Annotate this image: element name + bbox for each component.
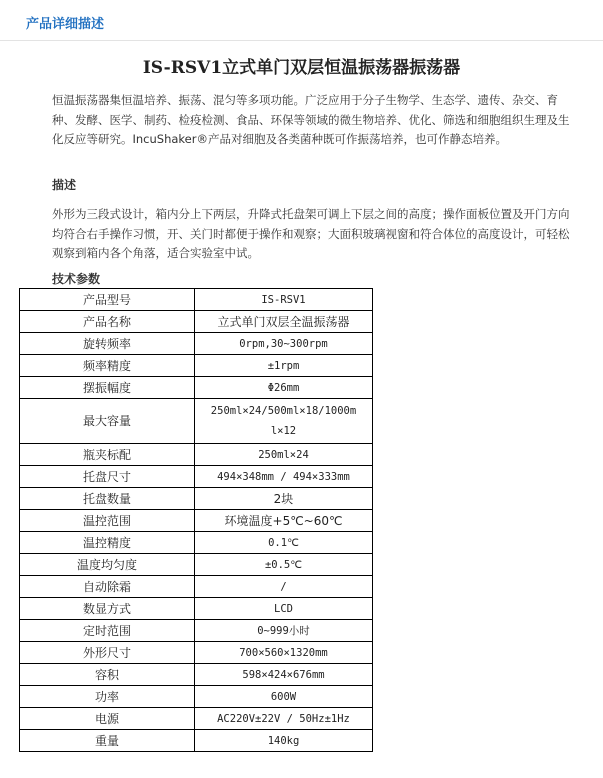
spec-key: 托盘尺寸 bbox=[20, 466, 195, 488]
spec-key: 温控精度 bbox=[20, 532, 195, 554]
spec-row bbox=[20, 642, 373, 664]
specs-heading: 技术参数 bbox=[52, 272, 101, 286]
spec-value: Φ26mm bbox=[195, 377, 373, 399]
page-title: IS-RSV1立式单门双层恒温振荡器振荡器 bbox=[142, 58, 461, 78]
spec-value: 0rpm,30~300rpm bbox=[195, 333, 373, 355]
section-header: 产品详细描述 bbox=[26, 17, 105, 32]
spec-key: 频率精度 bbox=[20, 355, 195, 377]
spec-row bbox=[20, 708, 373, 730]
spec-value-line-2: l×12 bbox=[270, 425, 297, 437]
spec-key: 电源 bbox=[20, 708, 195, 730]
spec-key: 温度均匀度 bbox=[20, 554, 195, 576]
spec-row bbox=[20, 333, 373, 355]
spec-row bbox=[20, 686, 373, 708]
spec-row bbox=[20, 598, 373, 620]
spec-value: IS-RSV1 bbox=[195, 289, 373, 311]
spec-value: 494×348mm / 494×333mm bbox=[195, 466, 373, 488]
spec-row bbox=[20, 730, 373, 752]
spec-value: / bbox=[195, 576, 373, 598]
spec-key: 产品型号 bbox=[20, 289, 195, 311]
spec-row bbox=[20, 532, 373, 554]
spec-key: 摆振幅度 bbox=[20, 377, 195, 399]
spec-value: LCD bbox=[195, 598, 373, 620]
spec-key: 容积 bbox=[20, 664, 195, 686]
spec-row bbox=[20, 576, 373, 598]
spec-row bbox=[20, 444, 373, 466]
spec-value: ±0.5℃ bbox=[195, 554, 373, 576]
spec-row bbox=[20, 289, 373, 311]
spec-value: 140kg bbox=[195, 730, 373, 752]
spec-value: AC220V±22V / 50Hz±1Hz bbox=[195, 708, 373, 730]
section-divider bbox=[0, 40, 603, 41]
spec-value bbox=[195, 399, 373, 444]
spec-key: 最大容量 bbox=[20, 399, 195, 444]
intro-paragraph: 恒温振荡器集恒温培养、振荡、混匀等多项功能。广泛应用于分子生物学、生态学、遗传、杂交、育种、发酵、医学、制药、检疫检测、食品、环保等领域的微生物培养、优化、筛选和细胞组织生理及生化反应等研究。IncuShaker®产品对细胞及各类菌种既可作振荡培养，也可作静态培养。 bbox=[52, 93, 570, 146]
spec-row bbox=[20, 466, 373, 488]
spec-value: ±1rpm bbox=[195, 355, 373, 377]
spec-value: 0.1℃ bbox=[195, 532, 373, 554]
spec-key: 托盘数量 bbox=[20, 488, 195, 510]
spec-key: 温控范围 bbox=[20, 510, 195, 532]
description-paragraph: 外形为三段式设计，箱内分上下两层，升降式托盘架可调上下层之间的高度；操作面板位置及开门方向均符合右手操作习惯，开、关门时都便于操作和观察；大面积玻璃视窗和符合体位的高度设计，可轻松观察到箱内各个角落，适合实验室中试。 bbox=[52, 207, 570, 260]
spec-value: 700×560×1320mm bbox=[195, 642, 373, 664]
spec-key: 自动除霜 bbox=[20, 576, 195, 598]
spec-row bbox=[20, 399, 373, 444]
specs-table bbox=[19, 288, 373, 752]
spec-key: 产品名称 bbox=[20, 311, 195, 333]
spec-value: 0~999小时 bbox=[195, 620, 373, 642]
spec-key: 数显方式 bbox=[20, 598, 195, 620]
spec-row bbox=[20, 510, 373, 532]
spec-key: 重量 bbox=[20, 730, 195, 752]
spec-row bbox=[20, 664, 373, 686]
spec-value: 600W bbox=[195, 686, 373, 708]
spec-key: 外形尺寸 bbox=[20, 642, 195, 664]
spec-row bbox=[20, 488, 373, 510]
spec-key: 功率 bbox=[20, 686, 195, 708]
spec-row bbox=[20, 620, 373, 642]
spec-value: 598×424×676mm bbox=[195, 664, 373, 686]
spec-value: 立式单门双层全温振荡器 bbox=[195, 311, 373, 333]
spec-key: 旋转频率 bbox=[20, 333, 195, 355]
spec-value: 2块 bbox=[195, 488, 373, 510]
spec-value-line-1: 250ml×24/500ml×18/1000m bbox=[210, 405, 357, 417]
spec-row bbox=[20, 355, 373, 377]
spec-row bbox=[20, 311, 373, 333]
spec-value: 环境温度+5℃~60℃ bbox=[195, 510, 373, 532]
spec-row bbox=[20, 377, 373, 399]
description-heading: 描述 bbox=[52, 178, 77, 192]
spec-key: 定时范围 bbox=[20, 620, 195, 642]
spec-row bbox=[20, 554, 373, 576]
spec-value: 250ml×24 bbox=[195, 444, 373, 466]
spec-key: 瓶夹标配 bbox=[20, 444, 195, 466]
